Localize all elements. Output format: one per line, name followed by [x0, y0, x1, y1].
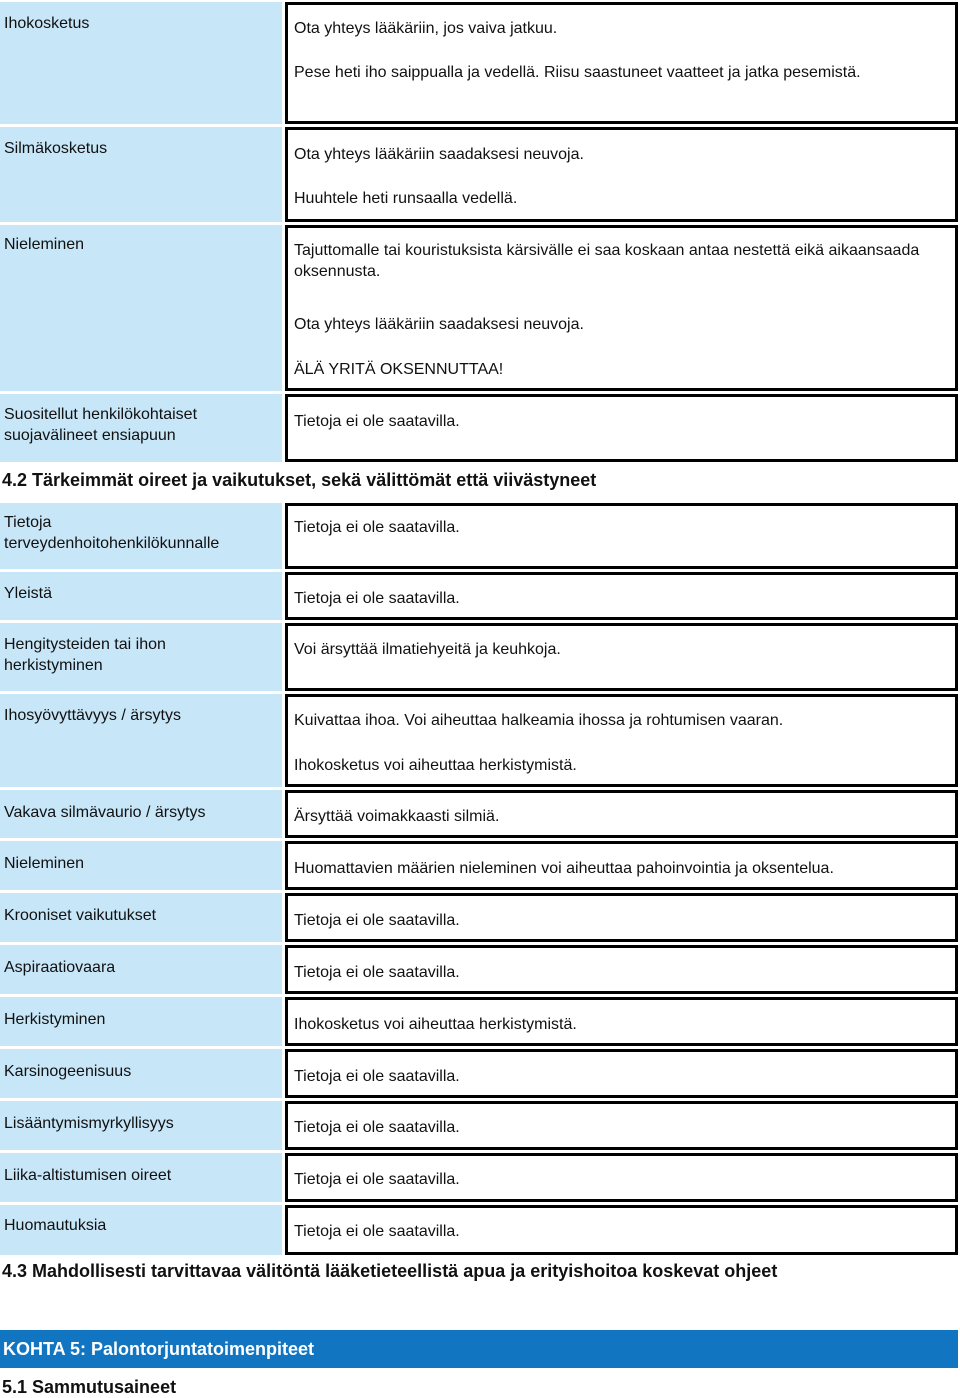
skin-corrosion-text-1: Kuivattaa ihoa. Voi aiheuttaa halkeamia ihossa ja rohtumisen vaaran.	[294, 712, 784, 729]
label-cell	[0, 2, 282, 124]
general-text: Tietoja ei ole saatavilla.	[294, 590, 460, 607]
label-reproductive: Lisääntymismyrkyllisyys	[4, 1115, 174, 1132]
label-cell	[0, 945, 282, 994]
label-skin-corrosion: Ihosyövyttävyys / ärsytys	[4, 707, 181, 724]
resp-sensitization-text: Voi ärsyttää ilmatiehyeitä ja keuhkoja.	[294, 641, 561, 658]
notes-text: Tietoja ei ole saatavilla.	[294, 1223, 460, 1240]
overexposure-text: Tietoja ei ole saatavilla.	[294, 1171, 460, 1188]
ingestion-text-2: Ota yhteys lääkäriin saadaksesi neuvoja.	[294, 316, 584, 333]
label-ingestion-effects: Nieleminen	[4, 855, 85, 872]
aspiration-text: Tietoja ei ole saatavilla.	[294, 964, 460, 981]
label-sensitization: Herkistyminen	[4, 1011, 106, 1028]
skin-contact-text-1: Ota yhteys lääkäriin, jos vaiva jatkuu.	[294, 20, 558, 37]
chronic-text: Tietoja ei ole saatavilla.	[294, 912, 460, 929]
carcinogenicity-text: Tietoja ei ole saatavilla.	[294, 1068, 460, 1085]
label-cell	[0, 1205, 282, 1255]
label-ingestion: Nieleminen	[4, 236, 85, 253]
label-resp-sensitization: Hengitysteiden tai ihon herkistyminen	[4, 636, 166, 674]
label-cell	[0, 694, 282, 787]
ingestion-effects-text: Huomattavien määrien nieleminen voi aiheuttaa pahoinvointia ja oksentelua.	[294, 860, 834, 877]
ingestion-text-1: Tajuttomalle tai kouristuksista kärsivälle ei saa koskaan antaa nestettä eikä aikaansaada oksennusta.	[294, 242, 920, 280]
label-cell	[0, 841, 282, 890]
label-eye-contact: Silmäkosketus	[4, 140, 108, 157]
label-chronic: Krooniset vaikutukset	[4, 907, 157, 924]
section-5-1-heading: 5.1 Sammutusaineet	[2, 1377, 177, 1397]
label-cell	[0, 1049, 282, 1098]
label-notes: Huomautuksia	[4, 1217, 107, 1234]
label-cell	[0, 893, 282, 942]
ingestion-text-3: ÄLÄ YRITÄ OKSENNUTTAA!	[294, 361, 504, 378]
label-overexposure: Liika-altistumisen oireet	[4, 1167, 172, 1184]
label-skin-contact: Ihokosketus	[4, 15, 90, 32]
section-5-title-bar: KOHTA 5: Palontorjuntatoimenpiteet	[0, 1330, 958, 1368]
label-cell	[0, 623, 282, 691]
sensitization-text: Ihokosketus voi aiheuttaa herkistymistä.	[294, 1016, 577, 1033]
section-4-3-heading: 4.3 Mahdollisesti tarvittavaa välitöntä lääketieteellistä apua ja erityishoitoa koskevat ohjeet	[2, 1261, 778, 1281]
label-cell	[0, 503, 282, 569]
label-cell	[0, 572, 282, 620]
label-eye-damage: Vakava silmävaurio / ärsytys	[4, 804, 206, 821]
label-cell	[0, 997, 282, 1046]
label-aspiration: Aspiraatiovaara	[4, 959, 116, 976]
label-general: Yleistä	[4, 585, 53, 602]
skin-corrosion-text-2: Ihokosketus voi aiheuttaa herkistymistä.	[294, 757, 577, 774]
section-4-2-heading: 4.2 Tärkeimmät oireet ja vaikutukset, sekä välittömät että viivästyneet	[2, 470, 597, 490]
skin-contact-text-2: Pese heti iho saippualla ja vedellä. Riisu saastuneet vaatteet ja jatka pesemistä.	[294, 64, 861, 81]
health-staff-text: Tietoja ei ole saatavilla.	[294, 519, 460, 536]
label-ppe: Suositellut henkilökohtaiset suojavälineet ensiapuun	[4, 406, 198, 444]
eye-contact-text-1: Ota yhteys lääkäriin saadaksesi neuvoja.	[294, 146, 584, 163]
label-health-staff: Tietoja terveydenhoitohenkilökunnalle	[4, 514, 220, 552]
label-carcinogenicity: Karsinogeenisuus	[4, 1063, 132, 1080]
label-cell	[0, 790, 282, 838]
eye-damage-text: Ärsyttää voimakkaasti silmiä.	[294, 808, 500, 825]
eye-contact-text-2: Huuhtele heti runsaalla vedellä.	[294, 190, 518, 207]
label-cell	[0, 1153, 282, 1202]
label-cell	[0, 394, 282, 462]
label-cell	[0, 127, 282, 222]
ppe-text: Tietoja ei ole saatavilla.	[294, 413, 460, 430]
reproductive-text: Tietoja ei ole saatavilla.	[294, 1119, 460, 1136]
label-cell	[0, 1101, 282, 1150]
label-cell	[0, 225, 282, 391]
